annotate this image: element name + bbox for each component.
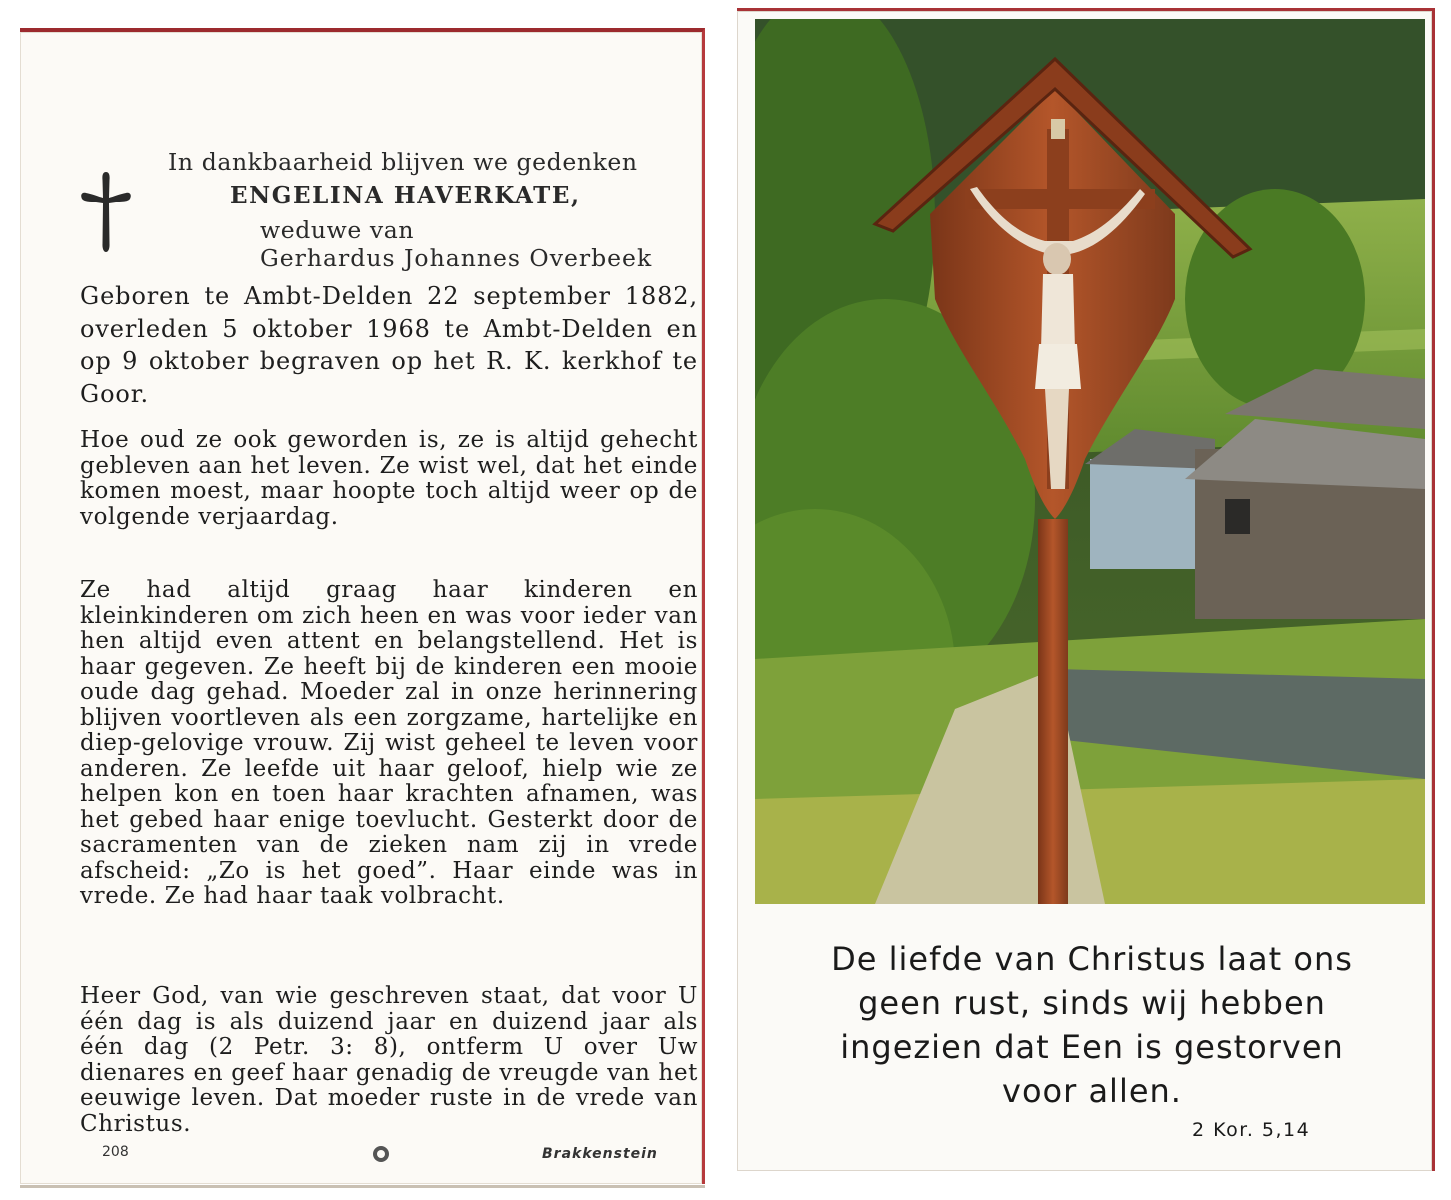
cross-icon [80, 172, 132, 252]
memorial-card-picture-side [737, 8, 1435, 1171]
quote-line: De liefde van Christus laat ons [831, 940, 1353, 978]
memorial-paragraph-1: Hoe oud ze ook geworden is, ze is altijd gehecht gebleven aan het leven. Ze wist wel, dat het einde komen moest, maar hoopte toch altijd weer op de volgende verjaardag. [80, 427, 698, 530]
publisher-name: Brakkenstein [542, 1146, 658, 1162]
memorial-paragraph-2: Ze had altijd graag haar kinderen en kleinkinderen om zich heen en was voor ieder van hen altijd even attent en belangstellend. Het is haar gegeven. Ze heeft bij de kinderen een mooie oude dag gehad. Moeder zal in onze herinnering blijven voortleven als een zorgzame, hartelijke en diep-gelovige vrouw. Zij wist geheel te leven voor anderen. Ze leefde uit haar geloof, hielp wie ze helpen kon en toen haar krachten afnamen, was het gebed haar enige toevlucht. Gesterkt door de sacramenten van de zieken nam zij in vrede afscheid: „Zo is het goed”. Haar einde was in vrede. Ze had haar taak volbracht. [80, 577, 698, 909]
spouse-name: Gerhardus Johannes Overbeek [260, 244, 653, 272]
memorial-card-text-side [20, 28, 705, 1184]
card-edge [20, 1185, 705, 1188]
quote-line: voor allen. [1002, 1072, 1182, 1110]
birth-death-details: Geboren te Ambt-Delden 22 september 1882, overleden 5 oktober 1968 te Ambt-Delden en op 9 oktober begraven op het R. K. kerkhof te Goor. [80, 282, 698, 408]
publisher-logo-icon [373, 1146, 389, 1162]
prayer-paragraph: Heer God, van wie geschreven staat, dat voor U één dag is als duizend jaar en duizend jaar als één dag (2 Petr. 3: 8), ontferm U over Uw dienares en geef haar genadig de vreugde van het eeuwige leven. Dat moeder ruste in de vrede van Christus. [80, 983, 698, 1137]
quote-line: geen rust, sinds wij hebben [858, 984, 1326, 1022]
quote-line: ingezien dat Een is gestorven [840, 1028, 1344, 1066]
scripture-quote [797, 937, 1387, 1113]
card-number: 208 [102, 1144, 129, 1160]
widow-of-label: weduwe van [260, 216, 415, 244]
wayside-crucifix-photo [755, 19, 1425, 904]
deceased-name: ENGELINA HAVERKATE, [230, 182, 581, 209]
scripture-reference: 2 Kor. 5,14 [1192, 1119, 1311, 1141]
dedication-line: In dankbaarheid blijven we gedenken [168, 148, 638, 176]
